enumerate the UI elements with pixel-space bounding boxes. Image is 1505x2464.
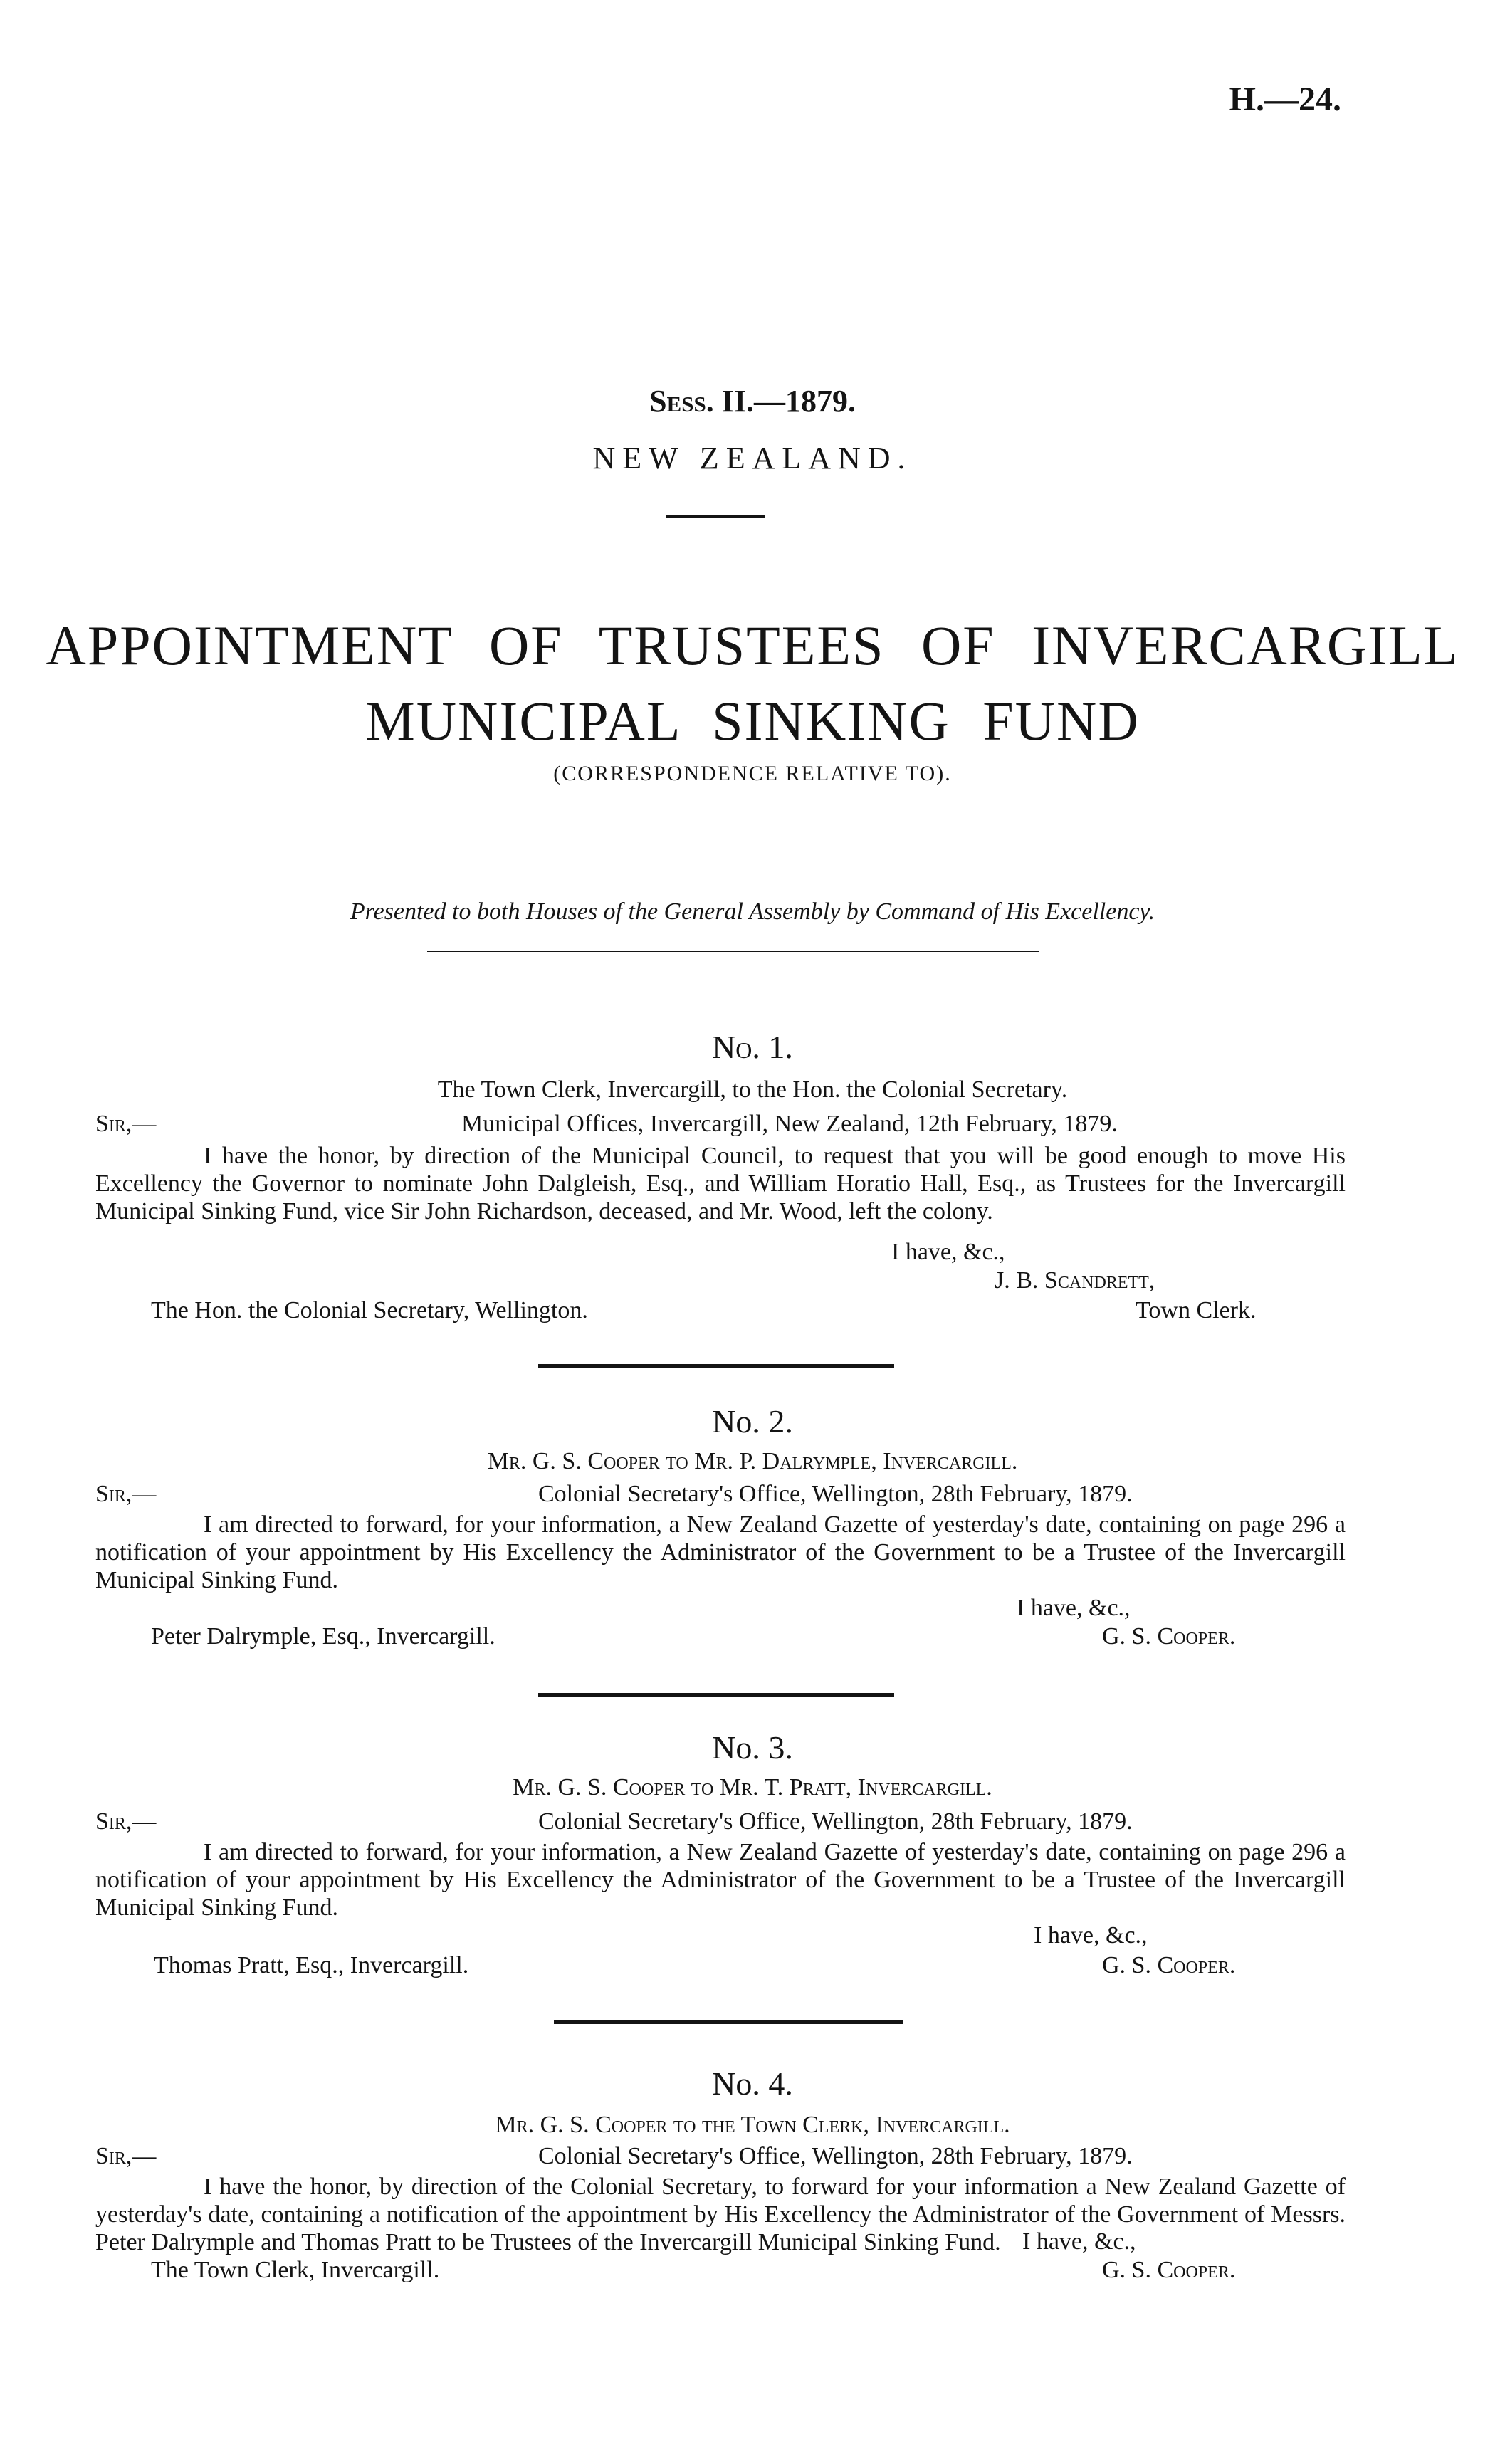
letter-4-salutation: Sir,—	[95, 2143, 157, 2169]
letter-3-parties: Mr. G. S. Cooper to Mr. T. Pratt, Invercargill.	[513, 1774, 992, 1800]
letter-3-dateline: Colonial Secretary's Office, Wellington, 28th February, 1879.	[538, 1808, 1133, 1835]
letter-1-addressee: The Hon. the Colonial Secretary, Wellington.	[151, 1297, 588, 1323]
letter-separator-1	[538, 1364, 894, 1368]
letter-1-parties: The Town Clerk, Invercargill, to the Hon. the Colonial Secretary.	[437, 1076, 1068, 1103]
country-line: NEW ZEALAND.	[592, 441, 913, 476]
letter-4-dateline: Colonial Secretary's Office, Wellington, 28th February, 1879.	[538, 2143, 1133, 2169]
letter-2-signer: G. S. Cooper.	[1102, 1623, 1236, 1650]
title-line-1: APPOINTMENT OF TRUSTEES OF INVERCARGILL	[46, 614, 1459, 676]
letter-4-body: I have the honor, by direction of the Colonial Secretary, to forward for your information a New Zealand Gazette of yesterday's date, containing a notification of the appointment by His Excellency the Administrator of the Government of Messrs. Peter Dalrymple and Thomas Pratt to be Trustees of the Invercargill Municipal Sinking Fund.	[95, 2174, 1346, 2255]
letter-1-signer-title: Town Clerk.	[1136, 1297, 1257, 1323]
presented-rule-bottom	[427, 951, 1039, 952]
letter-separator-3	[554, 2020, 903, 2024]
title-line-2: MUNICIPAL SINKING FUND	[365, 690, 1140, 752]
letter-4-parties: Mr. G. S. Cooper to the Town Clerk, Invercargill.	[495, 2112, 1010, 2138]
letter-2-parties: Mr. G. S. Cooper to Mr. P. Dalrymple, Invercargill.	[487, 1448, 1018, 1474]
letter-3-body: I am directed to forward, for your information, a New Zealand Gazette of yesterday's date, containing on page 296 a notification of your appointment by His Excellency the Administrator of the Government to be a Trustee of the Invercargill Municipal Sinking Fund.	[95, 1839, 1346, 1921]
title-subtitle: (CORRESPONDENCE RELATIVE TO).	[553, 762, 952, 785]
letter-2-dateline: Colonial Secretary's Office, Wellington, 28th February, 1879.	[538, 1481, 1133, 1507]
letter-3-signer: G. S. Cooper.	[1102, 1952, 1236, 1978]
letter-4-signer: G. S. Cooper.	[1102, 2257, 1236, 2283]
letter-2-body: I am directed to forward, for your information, a New Zealand Gazette of yesterday's date, containing on page 296 a notification of your appointment by His Excellency the Administrator of the Government to be a Trustee of the Invercargill Municipal Sinking Fund.	[95, 1511, 1346, 1593]
letter-2-addressee: Peter Dalrymple, Esq., Invercargill.	[151, 1623, 495, 1650]
masthead-rule	[666, 515, 765, 518]
letter-separator-2	[538, 1693, 894, 1697]
letter-1-dateline: Municipal Offices, Invercargill, New Zealand, 12th February, 1879.	[461, 1111, 1118, 1137]
letter-1-signer: J. B. Scandrett,	[995, 1267, 1155, 1294]
document-reference: H.—24.	[1229, 80, 1341, 118]
letter-3-addressee: Thomas Pratt, Esq., Invercargill.	[154, 1952, 469, 1978]
letter-4-closing: I have, &c.,	[1022, 2228, 1136, 2255]
letter-3-closing: I have, &c.,	[1034, 1922, 1148, 1949]
letter-1-closing: I have, &c.,	[891, 1239, 1005, 1265]
letter-4-number: No. 4.	[712, 2065, 793, 2102]
letter-3-number: No. 3.	[712, 1729, 793, 1766]
letter-2-salutation: Sir,—	[95, 1481, 157, 1507]
letter-1-number: No. 1.	[712, 1029, 793, 1065]
letter-2-closing: I have, &c.,	[1017, 1595, 1131, 1621]
letter-2-number: No. 2.	[712, 1403, 793, 1440]
letter-1-body: I have the honor, by direction of the Municipal Council, to request that you will be good enough to move His Excellency the Governor to nominate John Dalgleish, Esq., and William Horatio Hall, Esq., as Trustees for the Invercargill Municipal Sinking Fund, vice Sir John Richardson, deceased, and Mr. Wood, left the colony.	[95, 1143, 1346, 1225]
session-line: Sess. II.—1879.	[649, 384, 856, 419]
presented-line: Presented to both Houses of the General Assembly by Command of His Excellency.	[350, 898, 1155, 925]
letter-3-salutation: Sir,—	[95, 1808, 157, 1835]
letter-1-salutation: Sir,—	[95, 1111, 157, 1137]
letter-4-addressee: The Town Clerk, Invercargill.	[151, 2257, 440, 2283]
